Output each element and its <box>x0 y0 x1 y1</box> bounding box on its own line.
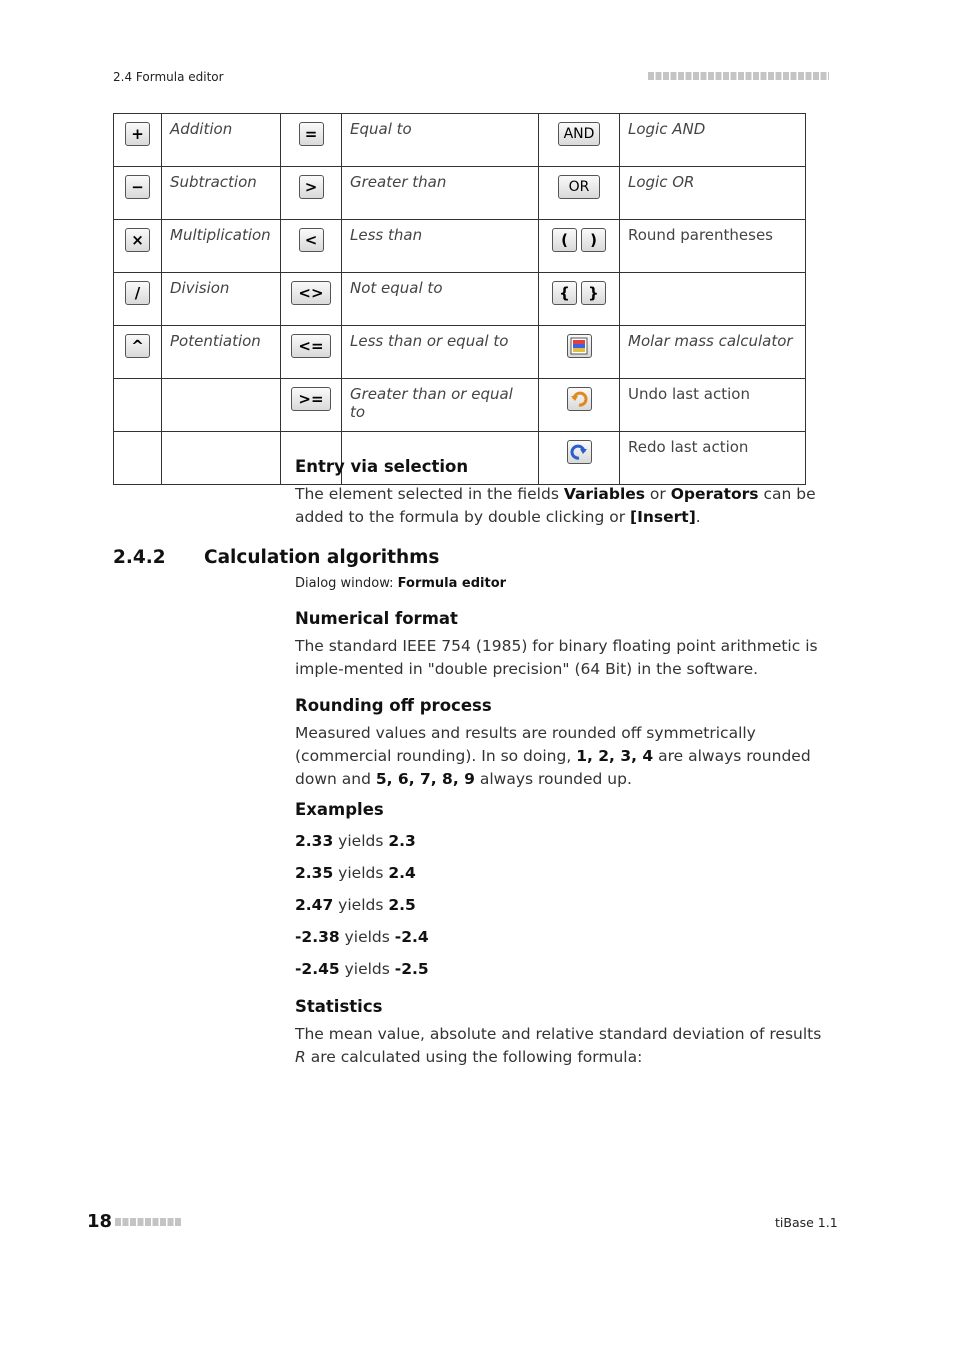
table-row <box>114 220 806 273</box>
example-item: -2.38 yields -2.4 <box>295 928 429 946</box>
product-name: tiBase 1.1 <box>775 1215 838 1230</box>
example-item: 2.35 yields 2.4 <box>295 864 416 882</box>
redo-icon <box>570 443 588 461</box>
potentiation-button[interactable]: ^ <box>125 334 150 358</box>
subtraction-button[interactable]: − <box>125 175 150 199</box>
example-item: 2.33 yields 2.3 <box>295 832 416 850</box>
addition-button[interactable]: + <box>125 122 150 146</box>
and-label: Logic AND <box>620 114 806 167</box>
table-row <box>114 273 806 326</box>
empty-cell <box>620 273 806 326</box>
running-header: 2.4 Formula editor <box>113 70 224 84</box>
or-button[interactable]: OR <box>558 175 600 199</box>
section-heading: 2.4.2 Calculation algorithms <box>113 547 440 568</box>
addition-label: Addition <box>162 114 281 167</box>
table-row <box>114 326 806 379</box>
open-brace-button[interactable]: { <box>552 281 577 305</box>
undo-button[interactable] <box>567 387 592 411</box>
close-brace-button[interactable]: } <box>581 281 606 305</box>
redo-label: Redo last action <box>620 432 806 485</box>
less-label: Less than <box>342 220 539 273</box>
equal-label: Equal to <box>342 114 539 167</box>
redo-button[interactable] <box>567 440 592 464</box>
not-equal-button[interactable]: <> <box>291 281 331 305</box>
division-label: Division <box>162 273 281 326</box>
close-paren-button[interactable]: ) <box>581 228 606 252</box>
greater-equal-button[interactable]: >= <box>291 387 331 411</box>
entry-heading: Entry via selection <box>295 457 469 476</box>
equal-button[interactable]: = <box>299 122 324 146</box>
table-row <box>114 379 806 432</box>
not-equal-label: Not equal to <box>342 273 539 326</box>
subtraction-label: Subtraction <box>162 167 281 220</box>
statistics-heading: Statistics <box>295 997 383 1016</box>
division-button[interactable]: / <box>125 281 150 305</box>
or-label: Logic OR <box>620 167 806 220</box>
undo-label: Undo last action <box>620 379 806 432</box>
less-button[interactable]: < <box>299 228 324 252</box>
dialog-window-note: Dialog window: Formula editor <box>295 576 507 591</box>
less-equal-label: Less than or equal to <box>342 326 539 379</box>
statistics-text: The mean value, absolute and relative standard deviation of results R are calculated using the following formula: <box>295 1025 822 1066</box>
header-decoration <box>648 72 829 80</box>
footer-decoration <box>115 1218 182 1226</box>
table-row <box>114 114 806 167</box>
entry-text: The element selected in the fields Variables or Operators can be added to the formula by double clicking or [Insert]. <box>295 485 816 526</box>
greater-button[interactable]: > <box>299 175 324 199</box>
parentheses-label: Round parentheses <box>620 220 806 273</box>
less-equal-button[interactable]: <= <box>291 334 331 358</box>
page-number: 18 <box>87 1211 113 1232</box>
multiplication-label: Multiplication <box>162 220 281 273</box>
rounding-heading: Rounding off process <box>295 696 492 715</box>
numerical-heading: Numerical format <box>295 609 458 628</box>
and-button[interactable]: AND <box>558 122 600 146</box>
numerical-text: The standard IEEE 754 (1985) for binary floating point arithmetic is imple-mented in "double precision" (64 Bit) in the software. <box>295 637 818 678</box>
example-item: 2.47 yields 2.5 <box>295 896 416 914</box>
examples-heading: Examples <box>295 800 384 819</box>
molar-mass-icon <box>570 337 588 355</box>
greater-equal-label: Greater than or equal to <box>342 379 539 432</box>
molar-mass-label: Molar mass calculator <box>620 326 806 379</box>
rounding-text: Measured values and results are rounded off symmetrically (commercial rounding). In so doing, 1, 2, 3, 4 are always rounded down and 5, 6, 7, 8, 9 always rounded up. <box>295 724 811 788</box>
table-row <box>114 167 806 220</box>
open-paren-button[interactable]: ( <box>552 228 577 252</box>
multiplication-button[interactable]: × <box>125 228 150 252</box>
molar-mass-button[interactable] <box>567 334 592 358</box>
undo-icon <box>570 390 588 408</box>
example-item: -2.45 yields -2.5 <box>295 960 429 978</box>
operator-table <box>113 113 806 485</box>
potentiation-label: Potentiation <box>162 326 281 379</box>
greater-label: Greater than <box>342 167 539 220</box>
